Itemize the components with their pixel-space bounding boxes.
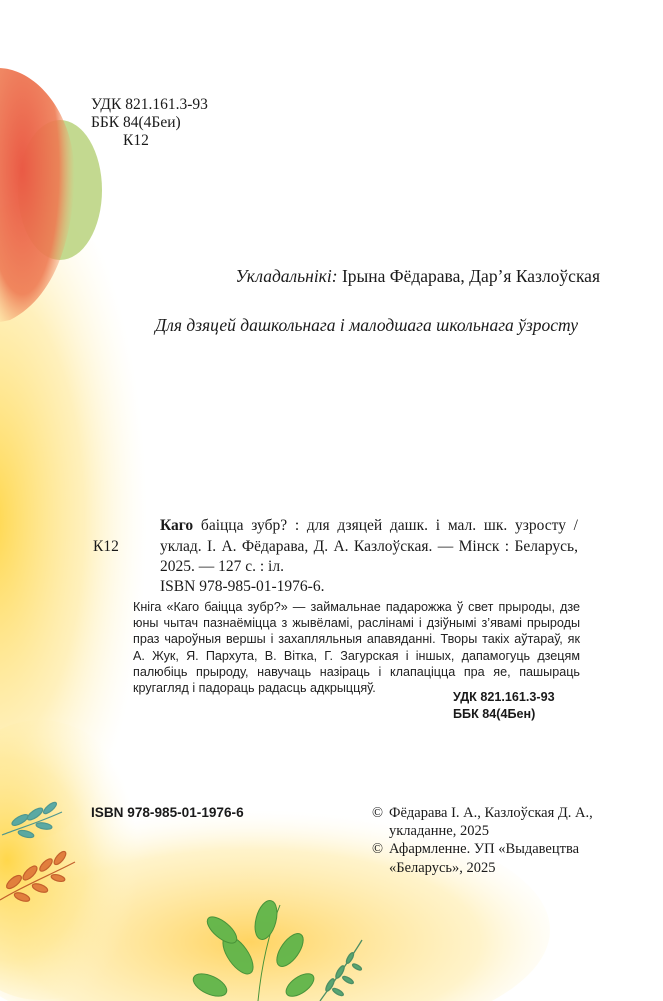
copyright-row [372, 804, 649, 840]
bib-author-mark: К12 [93, 538, 119, 555]
copyright-text: Афармленне. УП «Выдавецтва «Беларусь», 2025 [389, 841, 580, 876]
copyright-text: Фёдарава І. А., Казлоўская Д. А., укладанне, 2025 [389, 805, 593, 840]
classification-codes [91, 96, 208, 150]
bib-isbn: ISBN 978-985-01-1976-6. [160, 578, 325, 595]
compilers-names: Ірына Фёдарава, Дар’я Казлоўская [337, 266, 600, 286]
bib-details: уклад. І. А. Фёдарава, Д. А. Казлоўская. — Мінск : Беларусь, 2025. — 127 с. : іл. [160, 537, 578, 575]
bibliographic-record [160, 516, 578, 578]
udk-code: УДК 821.161.3-93 [91, 96, 208, 113]
bbk-code: ББК 84(4Беи) [91, 114, 181, 131]
annotation: Кніга «Каго баіцца зубр?» — займальнае падарожжа ў свет прыроды, дзе юны чытач пазнаёміцца з жывёламі, раслінамі і дзіўнымі з’явамі прыроды праз чароўныя вершы і захапляльныя апавяданні. Творы такіх аўтараў, як А. Жук, Я. Пархута, В. Вітка, Г. Загурская і іншых, дапамогуць дзецям палюбіць прыроду, навучаць назіраць і клапаціцца пра яе, пашыраць кругагляд і падораць радасць адкрыццяў. [133, 600, 580, 696]
bib-title-bold: Каго [160, 517, 194, 534]
copyright-symbol: © [372, 841, 384, 858]
copyright-symbol: © [372, 805, 384, 821]
bbk-code-bottom: ББК 84(4Бен) [453, 707, 536, 721]
audience-line: Для дзяцей дашкольнага і малодшага школьнага ўзросту [155, 315, 578, 335]
classification-codes-bottom [453, 689, 555, 723]
isbn-bottom: ISBN 978-985-01-1976-6 [91, 805, 244, 820]
author-mark: К12 [123, 132, 149, 149]
copyright-row [372, 840, 649, 876]
copyright-block [372, 804, 649, 877]
compilers-label: Укладальнікі: [235, 266, 338, 286]
udk-code-bottom: УДК 821.161.3-93 [453, 690, 555, 704]
bib-title-rest: баіцца зубр? : для дзяцей дашк. і мал. шк. узросту / [193, 517, 578, 534]
compilers-line [40, 266, 600, 287]
